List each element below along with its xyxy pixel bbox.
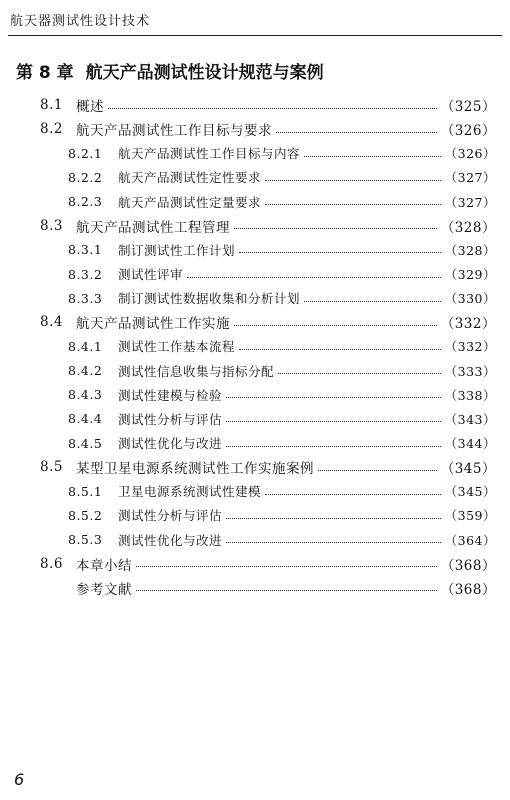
toc-entry-page: （368）	[440, 581, 496, 598]
toc-entry-number: 8.3.2	[68, 266, 103, 282]
toc-dot-leader	[234, 325, 437, 326]
toc-entry[interactable]	[0, 117, 510, 141]
toc-entry-page: （327）	[444, 170, 496, 186]
toc-entry-number: 8.2.2	[68, 169, 103, 185]
toc-entry-number: 8.2.3	[68, 194, 103, 210]
toc-entry[interactable]	[0, 576, 510, 600]
toc-entry-title: 航天产品测试性工作目标与要求	[76, 123, 272, 140]
toc-entry[interactable]	[0, 190, 510, 214]
toc-dot-leader	[108, 108, 437, 109]
table-of-contents	[0, 93, 510, 600]
chapter-heading	[16, 58, 324, 83]
toc-entry[interactable]	[0, 165, 510, 189]
toc-entry-title: 航天产品测试性工作目标与内容	[118, 146, 301, 162]
toc-entry[interactable]	[0, 503, 510, 527]
toc-entry-number: 8.4.2	[68, 363, 103, 379]
toc-entry-title: 参考文献	[76, 581, 132, 598]
toc-dot-leader	[239, 349, 441, 350]
toc-entry-number: 8.4.5	[68, 435, 103, 451]
toc-entry-number: 8.1	[40, 97, 63, 114]
toc-entry-title: 概述	[76, 99, 104, 116]
toc-entry-title: 测试性优化与改进	[118, 436, 223, 452]
toc-entry-page: （368）	[440, 557, 496, 574]
toc-entry-page: （328）	[440, 219, 496, 236]
header-rule	[8, 35, 502, 36]
toc-entry-number: 8.2.1	[68, 145, 103, 161]
toc-entry-title: 测试性工作基本流程	[118, 339, 236, 355]
toc-entry-number: 8.4.1	[68, 338, 103, 354]
toc-entry[interactable]	[0, 479, 510, 503]
running-header: 航天器测试性设计技术	[10, 14, 151, 29]
toc-entry-number: 8.5	[40, 459, 63, 476]
toc-entry[interactable]	[0, 407, 510, 431]
toc-entry-page: （345）	[440, 461, 496, 478]
toc-dot-leader	[136, 566, 437, 567]
toc-entry-title: 测试性信息收集与指标分配	[118, 363, 275, 379]
toc-dot-leader	[187, 277, 441, 278]
toc-dot-leader	[304, 301, 441, 302]
toc-dot-leader	[265, 180, 441, 181]
toc-entry-title: 测试性评审	[118, 267, 184, 283]
toc-entry-page: （325）	[440, 99, 496, 116]
toc-entry-page: （344）	[444, 436, 496, 452]
toc-entry[interactable]	[0, 310, 510, 334]
toc-dot-leader	[276, 132, 437, 133]
toc-dot-leader	[318, 470, 437, 471]
toc-entry-page: （333）	[444, 363, 496, 379]
toc-entry[interactable]	[0, 455, 510, 479]
toc-dot-leader	[278, 373, 441, 374]
toc-dot-leader	[265, 494, 441, 495]
toc-entry-title: 测试性建模与检验	[118, 387, 223, 403]
toc-dot-leader	[226, 397, 441, 398]
toc-dot-leader	[226, 542, 441, 543]
toc-entry-page: （327）	[444, 194, 496, 210]
toc-entry-page: （364）	[444, 532, 496, 548]
toc-entry-page: （326）	[444, 146, 496, 162]
toc-entry[interactable]	[0, 238, 510, 262]
toc-entry[interactable]	[0, 262, 510, 286]
toc-entry-number: 8.5.2	[68, 507, 103, 523]
toc-entry-title: 测试性分析与评估	[118, 508, 223, 524]
toc-entry-title: 航天产品测试性定性要求	[118, 170, 262, 186]
toc-entry-title: 测试性分析与评估	[118, 411, 223, 427]
toc-entry-title: 卫星电源系统测试性建模	[118, 484, 262, 500]
toc-entry[interactable]	[0, 214, 510, 238]
toc-dot-leader	[234, 228, 437, 229]
toc-dot-leader	[239, 252, 441, 253]
toc-entry-page: （332）	[444, 339, 496, 355]
toc-dot-leader	[265, 204, 441, 205]
toc-dot-leader	[226, 446, 441, 447]
toc-dot-leader	[136, 590, 437, 591]
toc-entry-number: 8.5.3	[68, 532, 103, 548]
toc-entry-page: （329）	[444, 267, 496, 283]
toc-entry[interactable]	[0, 383, 510, 407]
toc-entry-page: （328）	[444, 242, 496, 258]
toc-entry-title: 某型卫星电源系统测试性工作实施案例	[76, 461, 314, 478]
toc-entry-title: 测试性优化与改进	[118, 532, 223, 548]
toc-entry[interactable]	[0, 552, 510, 576]
toc-entry-page: （359）	[444, 508, 496, 524]
toc-entry-number: 8.4.3	[68, 387, 103, 403]
toc-entry-number: 8.4	[40, 314, 63, 331]
toc-entry-title: 制订测试性数据收集和分析计划	[118, 291, 301, 307]
toc-entry-title: 本章小结	[76, 557, 132, 574]
toc-entry[interactable]	[0, 359, 510, 383]
toc-entry[interactable]	[0, 431, 510, 455]
toc-entry-page: （326）	[440, 123, 496, 140]
toc-entry[interactable]	[0, 334, 510, 358]
toc-entry-title: 航天产品测试性定量要求	[118, 194, 262, 210]
toc-entry-number: 8.3	[40, 217, 63, 234]
toc-entry-page: （338）	[444, 387, 496, 403]
toc-entry[interactable]	[0, 286, 510, 310]
toc-entry[interactable]	[0, 141, 510, 165]
toc-entry-title: 航天产品测试性工作实施	[76, 316, 230, 333]
toc-entry-number: 8.4.4	[68, 411, 103, 427]
toc-entry-page: （330）	[444, 291, 496, 307]
chapter-label: 第 8 章	[16, 63, 74, 83]
toc-dot-leader	[304, 156, 441, 157]
toc-entry-number: 8.3.1	[68, 242, 103, 258]
toc-entry-title: 制订测试性工作计划	[118, 242, 236, 258]
toc-entry[interactable]	[0, 528, 510, 552]
chapter-title: 航天产品测试性设计规范与案例	[85, 63, 324, 83]
toc-entry-number: 8.6	[40, 555, 63, 572]
page-number: 6	[14, 770, 25, 789]
toc-entry-number: 8.2	[40, 121, 63, 138]
toc-entry-page: （345）	[444, 484, 496, 500]
toc-entry-title: 航天产品测试性工程管理	[76, 219, 230, 236]
toc-entry-number: 8.5.1	[68, 483, 103, 499]
toc-dot-leader	[226, 421, 441, 422]
toc-entry-page: （343）	[444, 411, 496, 427]
toc-entry-number: 8.3.3	[68, 290, 103, 306]
toc-dot-leader	[226, 518, 441, 519]
toc-entry[interactable]	[0, 93, 510, 117]
toc-entry-page: （332）	[440, 316, 496, 333]
